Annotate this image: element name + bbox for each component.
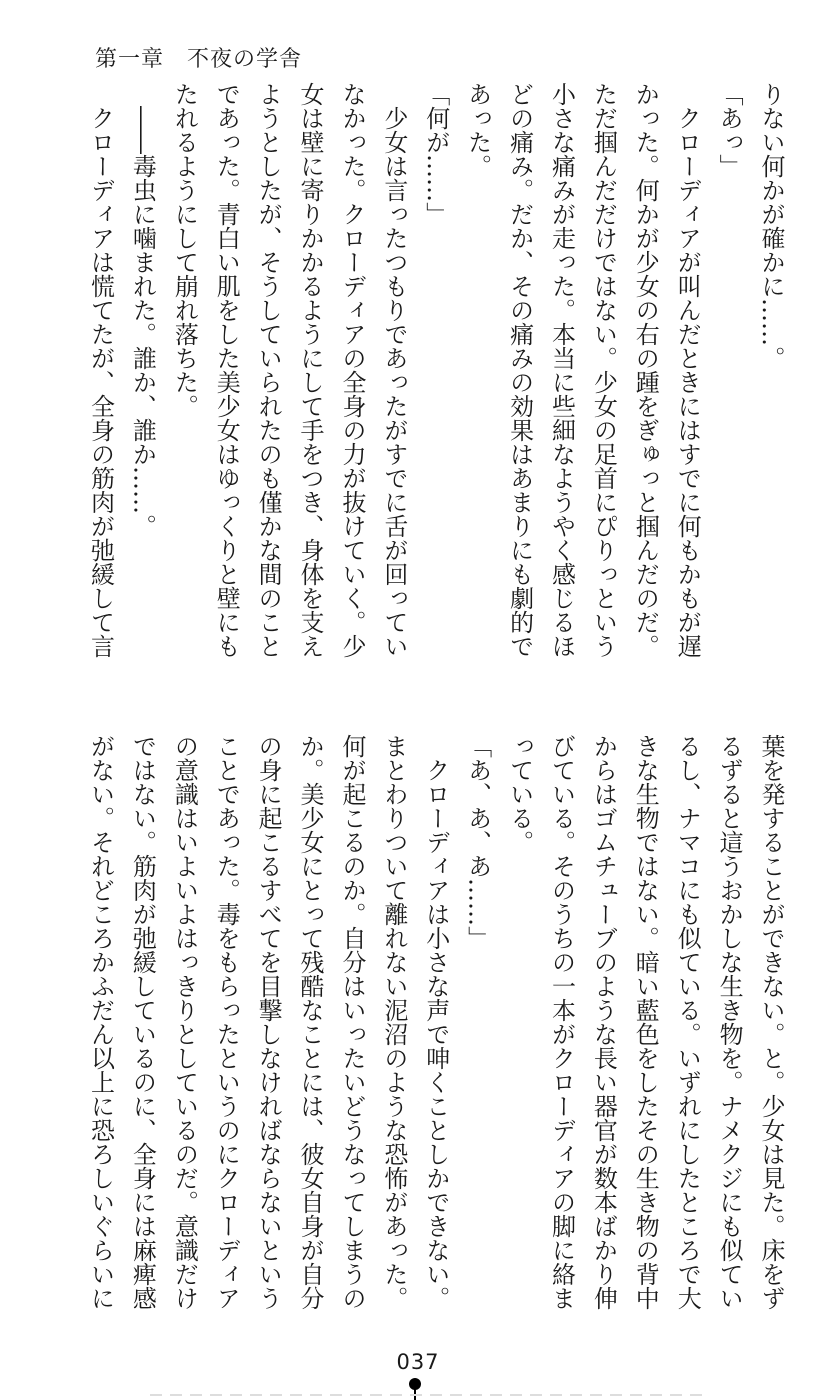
scan-edge-artifact bbox=[150, 1394, 710, 1396]
text-column: クローディアは小さな声で呻くことしかできない。 bbox=[421, 734, 450, 1310]
text-column: 「あ、あ、あ……」 bbox=[463, 734, 492, 950]
text-column: 女は壁に寄りかかるようにして手をつき、身体を支え bbox=[296, 82, 325, 658]
text-column: 葉を発することができない。と。少女は見た。床をず bbox=[757, 734, 785, 1310]
text-block-top bbox=[79, 82, 791, 684]
text-column: かった。何かが少女の右の踵をぎゅっと掴んだのだ。 bbox=[631, 82, 660, 658]
text-column: るし、ナマコにも似ている。いずれにしたところで大 bbox=[673, 734, 702, 1310]
text-column: 「何が……」 bbox=[421, 82, 450, 226]
text-column: 「あっ」 bbox=[715, 82, 744, 178]
page-number: 037 bbox=[396, 1350, 440, 1374]
text-column: クローディアは慌てたが、全身の筋肉が弛緩して言 bbox=[86, 82, 115, 658]
text-column: の意識はいよいよはっきりとしているのだ。意識だけ bbox=[170, 734, 199, 1310]
text-column: からはゴムチューブのような長い器官が数本ばかり伸 bbox=[589, 734, 618, 1310]
text-column: か。美少女にとって残酷なことには、彼女自身が自分 bbox=[296, 734, 325, 1310]
text-column: あった。 bbox=[463, 82, 492, 178]
text-column: 少女は言ったつもりであったがすでに舌が回ってい bbox=[379, 82, 408, 658]
text-column: ただ掴んだだけではない。少女の足首にぴりっという bbox=[589, 82, 618, 658]
text-column: ことであった。毒をもらったというのにクローディア bbox=[212, 734, 241, 1310]
text-block-bottom bbox=[79, 734, 791, 1336]
text-column: なかった。クローディアの全身の力が抜けていく。少 bbox=[337, 82, 366, 658]
text-column: りない何かが確かに……。 bbox=[757, 82, 785, 370]
text-column: 何が起こるのか。自分はいったいどうなってしまうの bbox=[337, 734, 366, 1310]
text-column: きな生物ではない。暗い藍色をしたその生き物の背中 bbox=[631, 734, 660, 1310]
text-column: るずると這うおかしな生き物を。ナメクジにも似てい bbox=[715, 734, 744, 1310]
text-column: であった。青白い肌をした美少女はゆっくりと壁にも bbox=[212, 82, 241, 658]
text-column: がない。それどころかふだん以上に恐ろしいぐらいに bbox=[86, 734, 115, 1310]
text-column: ではない。筋肉が弛緩しているのに、全身には麻痺感 bbox=[128, 734, 157, 1310]
running-header: 第一章 不夜の学舎 bbox=[95, 47, 303, 72]
text-column: たれるようにして崩れ落ちた。 bbox=[170, 82, 199, 418]
text-column: の身に起こるすべてを目撃しなければならないという bbox=[254, 734, 283, 1310]
text-column: ――毒虫に噛まれた。誰か、誰か……。 bbox=[128, 82, 157, 538]
text-column: 小さな痛みが走った。本当に些細なようやく感じるほ bbox=[547, 82, 576, 658]
text-column: っている。 bbox=[505, 734, 534, 854]
text-column: びている。そのうちの一本がクローディアの脚に絡ま bbox=[547, 734, 576, 1310]
text-column: まとわりついて離れない泥沼のような恐怖があった。 bbox=[379, 734, 408, 1310]
text-column: クローディアが叫んだときにはすでに何もかもが遅 bbox=[673, 82, 702, 658]
text-column: どの痛み。だか、その痛みの効果はあまりにも劇的で bbox=[505, 82, 534, 658]
text-column: ようとしたが、そうしていられたのも僅かな間のこと bbox=[254, 82, 283, 658]
